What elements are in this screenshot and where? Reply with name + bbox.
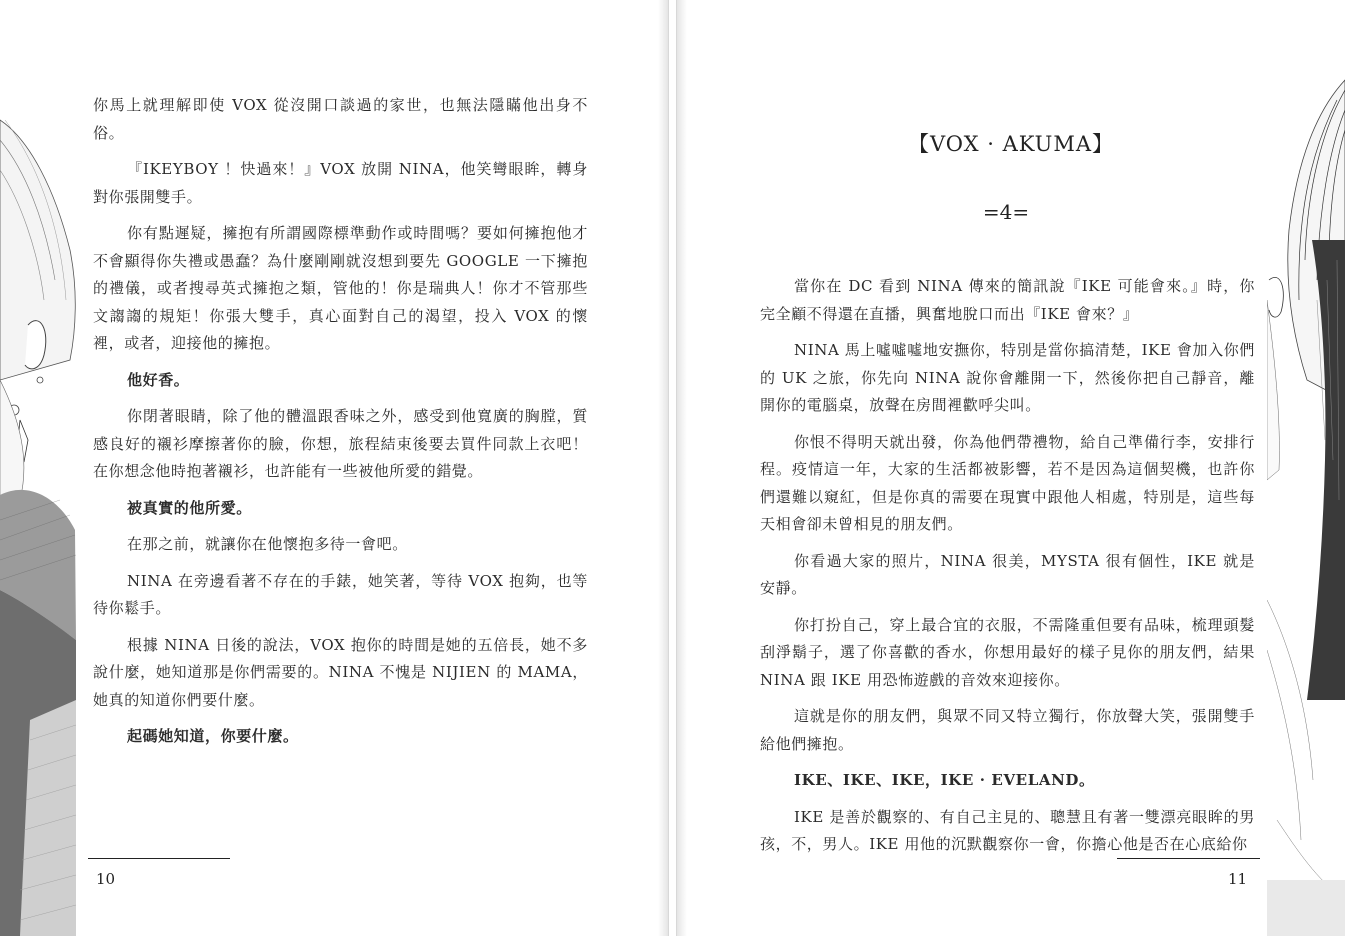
paragraph: 你恨不得明天就出發，你為他們帶禮物，給自己準備行李，安排行程。疫情這一年，大家的生活都被影響，若不是因為這個契機，也許你們還難以窺紅，但是你真的需要在現實中跟他人相處，特別是，這些每天相會卻未曾相見的朋友們。 — [760, 432, 1255, 533]
paragraph: 你打扮自己，穿上最合宜的衣服，不需隆重但要有品味，梳理頭髮刮淨鬍子，選了你喜歡的香水，你想用最好的樣子見你的朋友們，結果 NINA 跟 IKE 用恐怖遊戲的音效來迎接你。 — [760, 615, 1255, 689]
paragraph: 『IKEYBOY ！快過來！』VOX 放開 NINA，他笑彎眼眸，轉身對你張開雙手。 — [93, 160, 588, 206]
footer-rule — [88, 858, 230, 859]
manga-illustration-right — [1267, 0, 1345, 936]
paragraph: 你有點遲疑，擁抱有所謂國際標準動作或時間嗎？要如何擁抱他才不會顯得你失禮或愚蠢？為什麼剛剛就沒想到要先 GOOGLE 一下擁抱的禮儀，或者搜尋英式擁抱之類，管他的！你是瑞典人！你才不管那些文謅謅的規矩！你張大雙手，真心面對自己的渴望，投入 VOX 的懷裡，或者，迎接他的擁抱。 — [93, 224, 588, 352]
right-body-text — [760, 273, 1255, 868]
paragraph: 你看過大家的照片，NINA 很美，MYSTA 很有個性，IKE 就是安靜。 — [760, 551, 1255, 597]
emphasis-paragraph: IKE、IKE、IKE，IKE · EVELAND。 — [794, 771, 1095, 789]
paragraph: 你馬上就理解即使 VOX 從沒開口談過的家世，也無法隱瞞他出身不俗。 — [93, 96, 588, 142]
footer-rule — [1117, 858, 1260, 859]
paragraph: 當你在 DC 看到 NINA 傳來的簡訊說『IKE 可能會來。』時，你完全顧不得還在直播，興奮地脫口而出『IKE 會來？』 — [760, 277, 1255, 323]
emphasis-paragraph: 被真實的他所愛。 — [127, 498, 252, 517]
left-body-text — [93, 92, 588, 760]
emphasis-paragraph: 起碼她知道，你要什麼。 — [127, 727, 299, 745]
paragraph: 你閉著眼睛，除了他的體溫跟香味之外，感受到他寬廣的胸膛，質感良好的襯衫摩擦著你的臉，你想，旅程結束後要去買件同款上衣吧！在你想念他時抱著襯衫，也許能有一些被他所愛的錯覺。 — [93, 407, 588, 480]
paragraph: NINA 馬上噓噓噓地安撫你，特別是當你搞清楚，IKE 會加入你們的 UK 之旅，你先向 NINA 說你會離開一下，然後你把自己靜音，離開你的電腦桌，放聲在房間裡歡呼尖叫。 — [760, 341, 1255, 414]
chapter-number: =4= — [982, 200, 1030, 224]
paragraph: 在那之前，就讓你在他懷抱多待一會吧。 — [127, 535, 408, 553]
spine-gutter — [668, 0, 677, 936]
page-number: 10 — [96, 870, 116, 888]
left-page — [0, 0, 668, 936]
paragraph: 根據 NINA 日後的說法，VOX 抱你的時間是她的五倍長，她不多說什麼，她知道那是你們需要的。NINA 不愧是 NIJIEN 的 MAMA，她真的知道你們要什麼。 — [93, 635, 588, 709]
paragraph: NINA 在旁邊看著不存在的手錶，她笑著，等待 VOX 抱夠，也等待你鬆手。 — [93, 571, 588, 617]
emphasis-paragraph: 他好香。 — [127, 370, 190, 389]
right-page — [677, 0, 1345, 936]
paragraph: IKE 是善於觀察的、有自己主見的、聰慧且有著一雙漂亮眼眸的男孩，不，男人。IKE 用他的沉默觀察你一會，你擔心他是否在心底給你 — [760, 807, 1255, 853]
gutter-shadow — [658, 0, 668, 936]
paragraph: 這就是你的朋友們，與眾不同又特立獨行，你放聲大笑，張開雙手給他們擁抱。 — [760, 707, 1255, 753]
manga-illustration-left — [0, 0, 90, 936]
chapter-title: 【VOX · AKUMA】 — [907, 132, 1115, 156]
page-number: 11 — [1228, 870, 1248, 888]
